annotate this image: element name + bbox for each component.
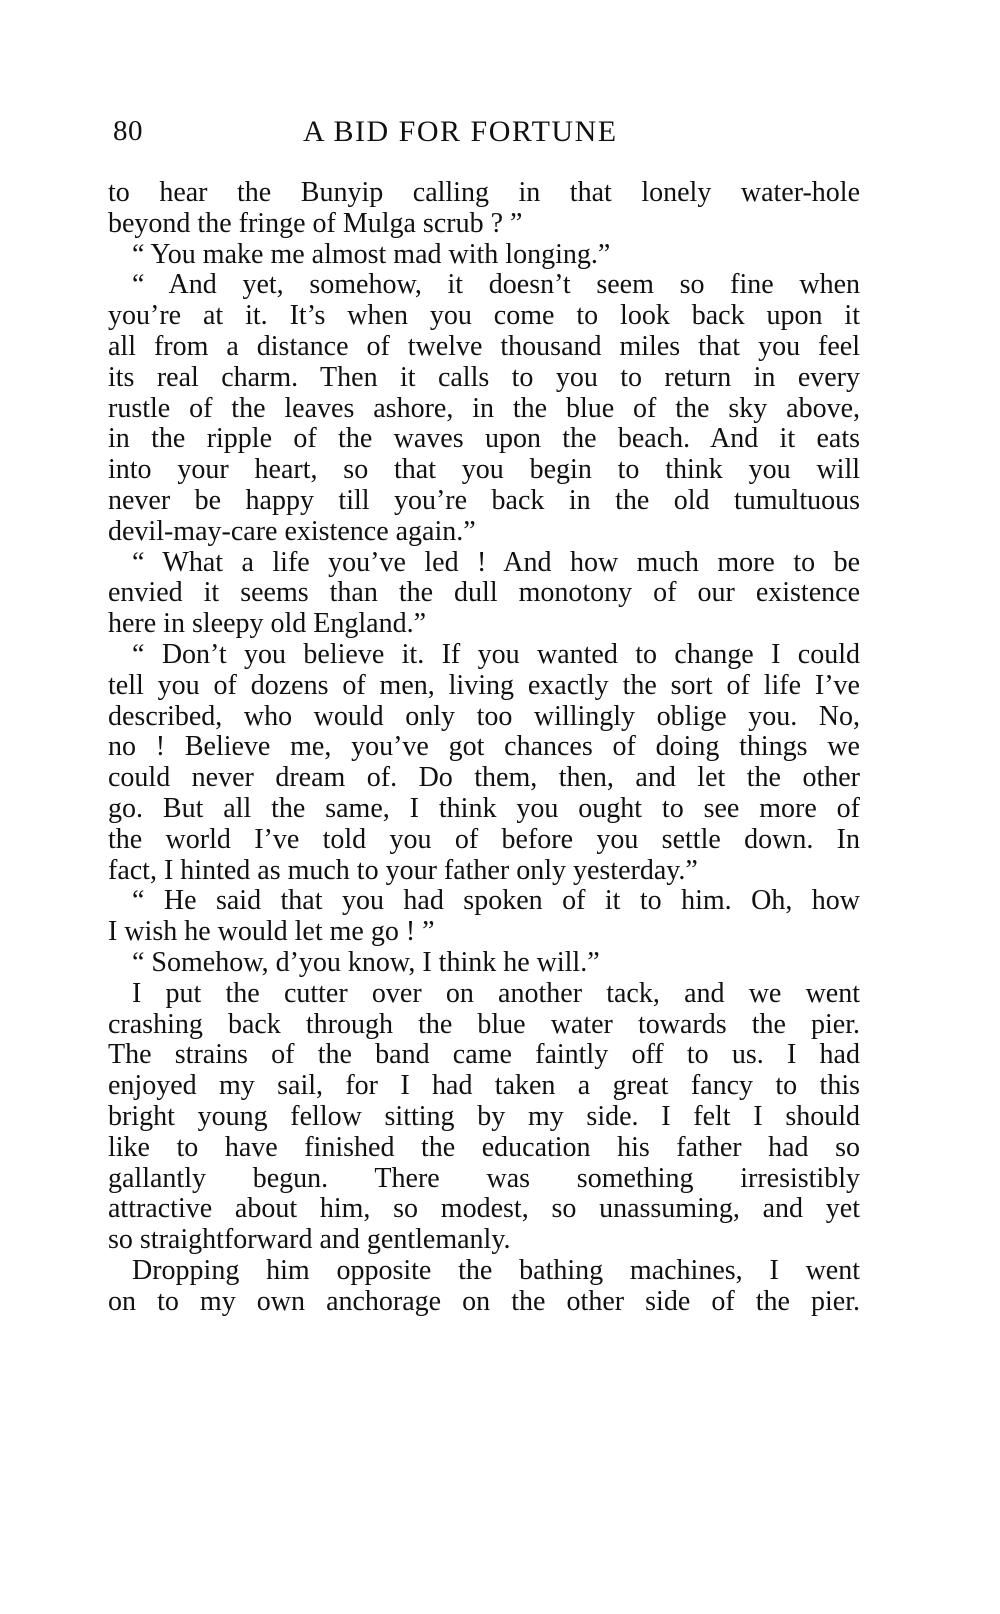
text-line: crashing back through the blue water towards the pier.: [108, 1008, 860, 1040]
text-line: devil-may-care existence again.”: [108, 515, 476, 547]
text-line: bright young fellow sitting by my side. I felt I should: [108, 1100, 860, 1132]
text-line: all from a distance of twelve thousand miles that you feel: [108, 330, 860, 362]
text-line: rustle of the leaves ashore, in the blue of the sky above,: [108, 392, 860, 424]
text-line: gallantly begun. There was something irresistibly: [108, 1162, 860, 1194]
page-number: 80: [113, 115, 143, 147]
text-line: Dropping him opposite the bathing machines, I went: [132, 1254, 860, 1286]
page-header: [113, 115, 873, 165]
text-line: like to have finished the education his father had so: [108, 1131, 860, 1163]
text-line: tell you of dozens of men, living exactly the sort of life I’ve: [108, 669, 860, 701]
text-line: could never dream of. Do them, then, and let the other: [108, 762, 860, 794]
text-line: no ! Believe me, you’ve got chances of doing things we: [108, 731, 860, 763]
text-line: I put the cutter over on another tack, and we went: [132, 977, 860, 1009]
text-line: I wish he would let me go ! ”: [108, 916, 435, 948]
text-line: “ He said that you had spoken of it to him. Oh, how: [132, 885, 860, 917]
text-line: you’re at it. It’s when you come to look back upon it: [108, 300, 860, 332]
text-line: so straightforward and gentlemanly.: [108, 1224, 511, 1256]
text-line: “ Somehow, d’you know, I think he will.”: [132, 946, 600, 978]
text-line: “ Don’t you believe it. If you wanted to change I could: [132, 638, 860, 670]
text-line: the world I’ve told you of before you settle down. In: [108, 823, 860, 855]
text-line: “ What a life you’ve led ! And how much more to be: [132, 546, 860, 578]
text-line: attractive about him, so modest, so unassuming, and yet: [108, 1193, 860, 1225]
text-line: to hear the Bunyip calling in that lonely water-hole: [108, 177, 860, 208]
text-line: beyond the fringe of Mulga scrub ? ”: [108, 207, 523, 239]
body-text: [108, 178, 860, 1317]
text-line: described, who would only too willingly oblige you. No,: [108, 700, 860, 732]
text-line: envied it seems than the dull monotony of our existence: [108, 577, 860, 609]
running-title: A BID FOR FORTUNE: [303, 115, 618, 148]
text-line: into your heart, so that you begin to think you will: [108, 454, 860, 486]
text-line: “ And yet, somehow, it doesn’t seem so fine when: [132, 269, 860, 301]
text-line: on to my own anchorage on the other side of the pier.: [108, 1285, 860, 1317]
text-line: “ You make me almost mad with longing.”: [132, 238, 611, 270]
text-line: in the ripple of the waves upon the beach. And it eats: [108, 423, 860, 455]
text-line: its real charm. Then it calls to you to return in every: [108, 361, 860, 393]
text-line: here in sleepy old England.”: [108, 608, 427, 640]
text-line: go. But all the same, I think you ought to see more of: [108, 792, 860, 824]
text-line: The strains of the band came faintly off to us. I had: [108, 1039, 860, 1071]
text-line: never be happy till you’re back in the old tumultuous: [108, 484, 860, 516]
text-line: fact, I hinted as much to your father only yesterday.”: [108, 854, 698, 886]
text-line: enjoyed my sail, for I had taken a great fancy to this: [108, 1070, 860, 1102]
